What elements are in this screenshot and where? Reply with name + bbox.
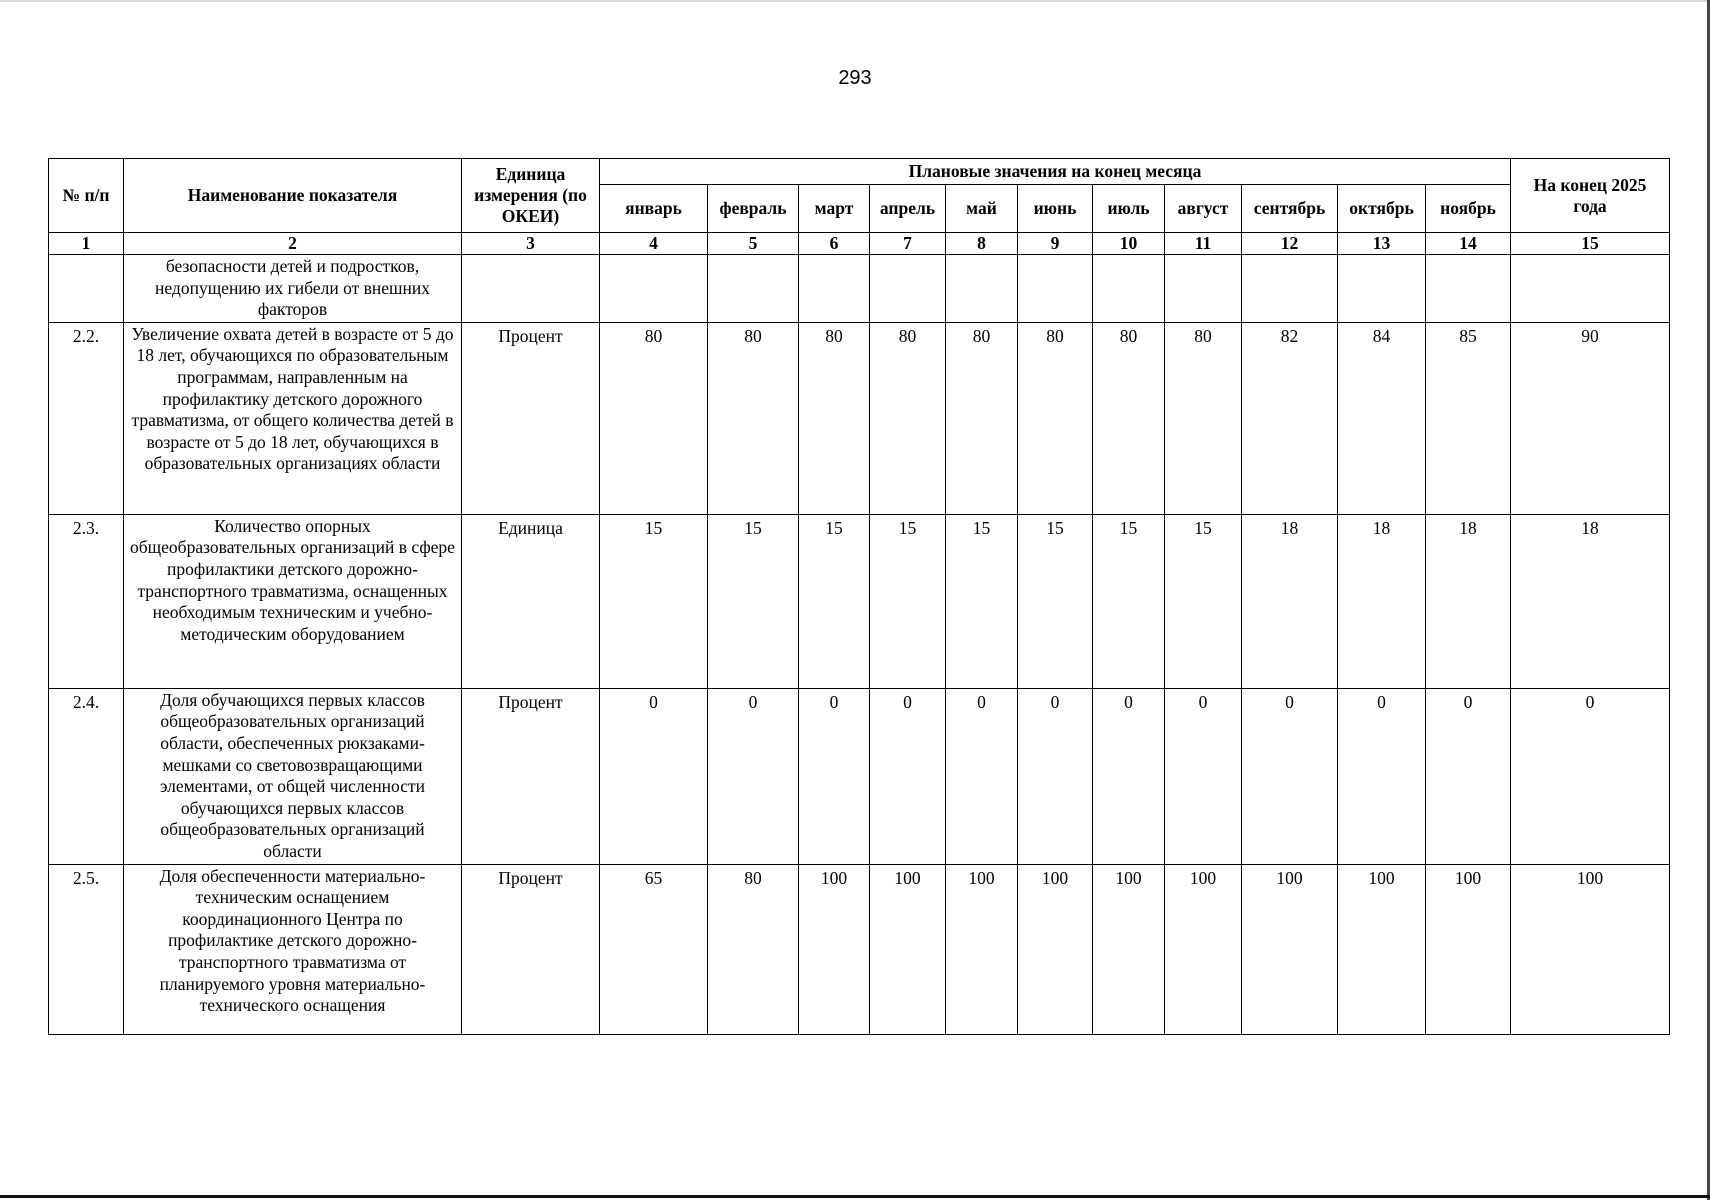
month-value: 100: [1165, 864, 1242, 1034]
unit: [462, 255, 600, 323]
month-value: 0: [1165, 688, 1242, 864]
month-value: 15: [870, 514, 946, 688]
row-number: 2.2.: [49, 322, 124, 514]
unit: Единица: [462, 514, 600, 688]
month-value: 65: [600, 864, 708, 1034]
month-value: 85: [1426, 322, 1511, 514]
column-number: 13: [1338, 233, 1426, 255]
table-row: [49, 514, 1670, 688]
month-value: [708, 255, 799, 323]
month-header: март: [799, 185, 870, 233]
column-number: 1: [49, 233, 124, 255]
scan-edge-top: [0, 0, 1710, 2]
column-number: 4: [600, 233, 708, 255]
month-value: 0: [946, 688, 1018, 864]
month-value: 15: [799, 514, 870, 688]
row-number: [49, 255, 124, 323]
month-header: май: [946, 185, 1018, 233]
column-number: 7: [870, 233, 946, 255]
row-number: 2.3.: [49, 514, 124, 688]
column-number: 5: [708, 233, 799, 255]
table-row: [49, 688, 1670, 864]
year-end-value: 100: [1511, 864, 1670, 1034]
month-value: 0: [1426, 688, 1511, 864]
indicator-name: Доля обеспеченности материально-техническим оснащением координационного Центра по профилактике детского дорожно-транспортного травматизма от планируемого уровня материально-технического оснащения: [124, 864, 462, 1034]
year-end-value: 90: [1511, 322, 1670, 514]
month-value: 0: [1018, 688, 1093, 864]
header-name: Наименование показателя: [124, 159, 462, 233]
month-value: 80: [600, 322, 708, 514]
table-row: [49, 864, 1670, 1034]
month-value: 100: [1093, 864, 1165, 1034]
table-row: [49, 255, 1670, 323]
month-value: 0: [708, 688, 799, 864]
month-header: октябрь: [1338, 185, 1426, 233]
month-header: апрель: [870, 185, 946, 233]
month-value: [1338, 255, 1426, 323]
month-value: 0: [1338, 688, 1426, 864]
indicators-table: [48, 158, 1670, 1035]
column-number: 3: [462, 233, 600, 255]
month-value: 80: [870, 322, 946, 514]
month-value: 15: [1018, 514, 1093, 688]
column-number: 8: [946, 233, 1018, 255]
header-num: № п/п: [49, 159, 124, 233]
unit: Процент: [462, 688, 600, 864]
month-value: 18: [1338, 514, 1426, 688]
month-value: 18: [1242, 514, 1338, 688]
header-planned: Плановые значения на конец месяца: [600, 159, 1511, 185]
month-header: июнь: [1018, 185, 1093, 233]
month-header: июль: [1093, 185, 1165, 233]
month-value: 80: [708, 322, 799, 514]
month-value: [946, 255, 1018, 323]
month-value: 80: [1018, 322, 1093, 514]
column-number: 2: [124, 233, 462, 255]
column-number: 15: [1511, 233, 1670, 255]
month-value: 0: [1093, 688, 1165, 864]
month-value: 100: [946, 864, 1018, 1034]
month-value: [799, 255, 870, 323]
month-value: [1018, 255, 1093, 323]
column-number: 6: [799, 233, 870, 255]
column-number: 10: [1093, 233, 1165, 255]
unit: Процент: [462, 864, 600, 1034]
month-value: 100: [1338, 864, 1426, 1034]
month-value: 0: [799, 688, 870, 864]
month-value: 15: [946, 514, 1018, 688]
month-header: январь: [600, 185, 708, 233]
month-value: [1242, 255, 1338, 323]
column-number: 12: [1242, 233, 1338, 255]
month-value: 100: [799, 864, 870, 1034]
indicator-name: Количество опорных общеобразовательных организаций в сфере профилактики детского дорожно-транспортного травматизма, оснащенных необходимым техническим и учебно-методическим оборудованием: [124, 514, 462, 688]
month-value: 0: [1242, 688, 1338, 864]
month-header: ноябрь: [1426, 185, 1511, 233]
month-value: [1426, 255, 1511, 323]
month-header: февраль: [708, 185, 799, 233]
month-value: 100: [870, 864, 946, 1034]
month-value: 0: [870, 688, 946, 864]
indicator-name: безопасности детей и подростков, недопущению их гибели от внешних факторов: [124, 255, 462, 323]
column-number: 9: [1018, 233, 1093, 255]
month-value: 100: [1018, 864, 1093, 1034]
month-value: 80: [1093, 322, 1165, 514]
month-value: 15: [1165, 514, 1242, 688]
month-value: 82: [1242, 322, 1338, 514]
month-value: [870, 255, 946, 323]
month-value: [1093, 255, 1165, 323]
page-number: 293: [838, 67, 872, 89]
month-value: [600, 255, 708, 323]
column-number: 14: [1426, 233, 1511, 255]
year-end-value: 0: [1511, 688, 1670, 864]
header-unit: Единица измерения (по ОКЕИ): [462, 159, 600, 233]
year-end-value: 18: [1511, 514, 1670, 688]
table-row: [49, 322, 1670, 514]
header-year-end: На конец 2025 года: [1511, 159, 1670, 233]
month-value: 100: [1426, 864, 1511, 1034]
month-header: август: [1165, 185, 1242, 233]
scan-edge-bottom: [0, 1195, 1710, 1198]
month-value: 80: [708, 864, 799, 1034]
month-value: 84: [1338, 322, 1426, 514]
month-value: 15: [708, 514, 799, 688]
year-end-value: [1511, 255, 1670, 323]
month-value: [1165, 255, 1242, 323]
month-value: 15: [1093, 514, 1165, 688]
row-number: 2.5.: [49, 864, 124, 1034]
month-header: сентябрь: [1242, 185, 1338, 233]
unit: Процент: [462, 322, 600, 514]
month-value: 0: [600, 688, 708, 864]
month-value: 15: [600, 514, 708, 688]
indicator-name: Увеличение охвата детей в возрасте от 5 до 18 лет, обучающихся по образовательным программам, направленным на профилактику детского дорожного травматизма, от общего количества детей в возрасте от 5 до 18 лет, обучающихся в образовательных организациях области: [124, 322, 462, 514]
month-value: 80: [946, 322, 1018, 514]
row-number: 2.4.: [49, 688, 124, 864]
month-value: 80: [799, 322, 870, 514]
indicator-name: Доля обучающихся первых классов общеобразовательных организаций области, обеспеченных рюкзаками-мешками со световозвращающими элементами, от общей численности обучающихся первых классов общеобразовательных организаций области: [124, 688, 462, 864]
month-value: 100: [1242, 864, 1338, 1034]
column-number: 11: [1165, 233, 1242, 255]
month-value: 80: [1165, 322, 1242, 514]
month-value: 18: [1426, 514, 1511, 688]
column-number-row: [49, 233, 1670, 255]
